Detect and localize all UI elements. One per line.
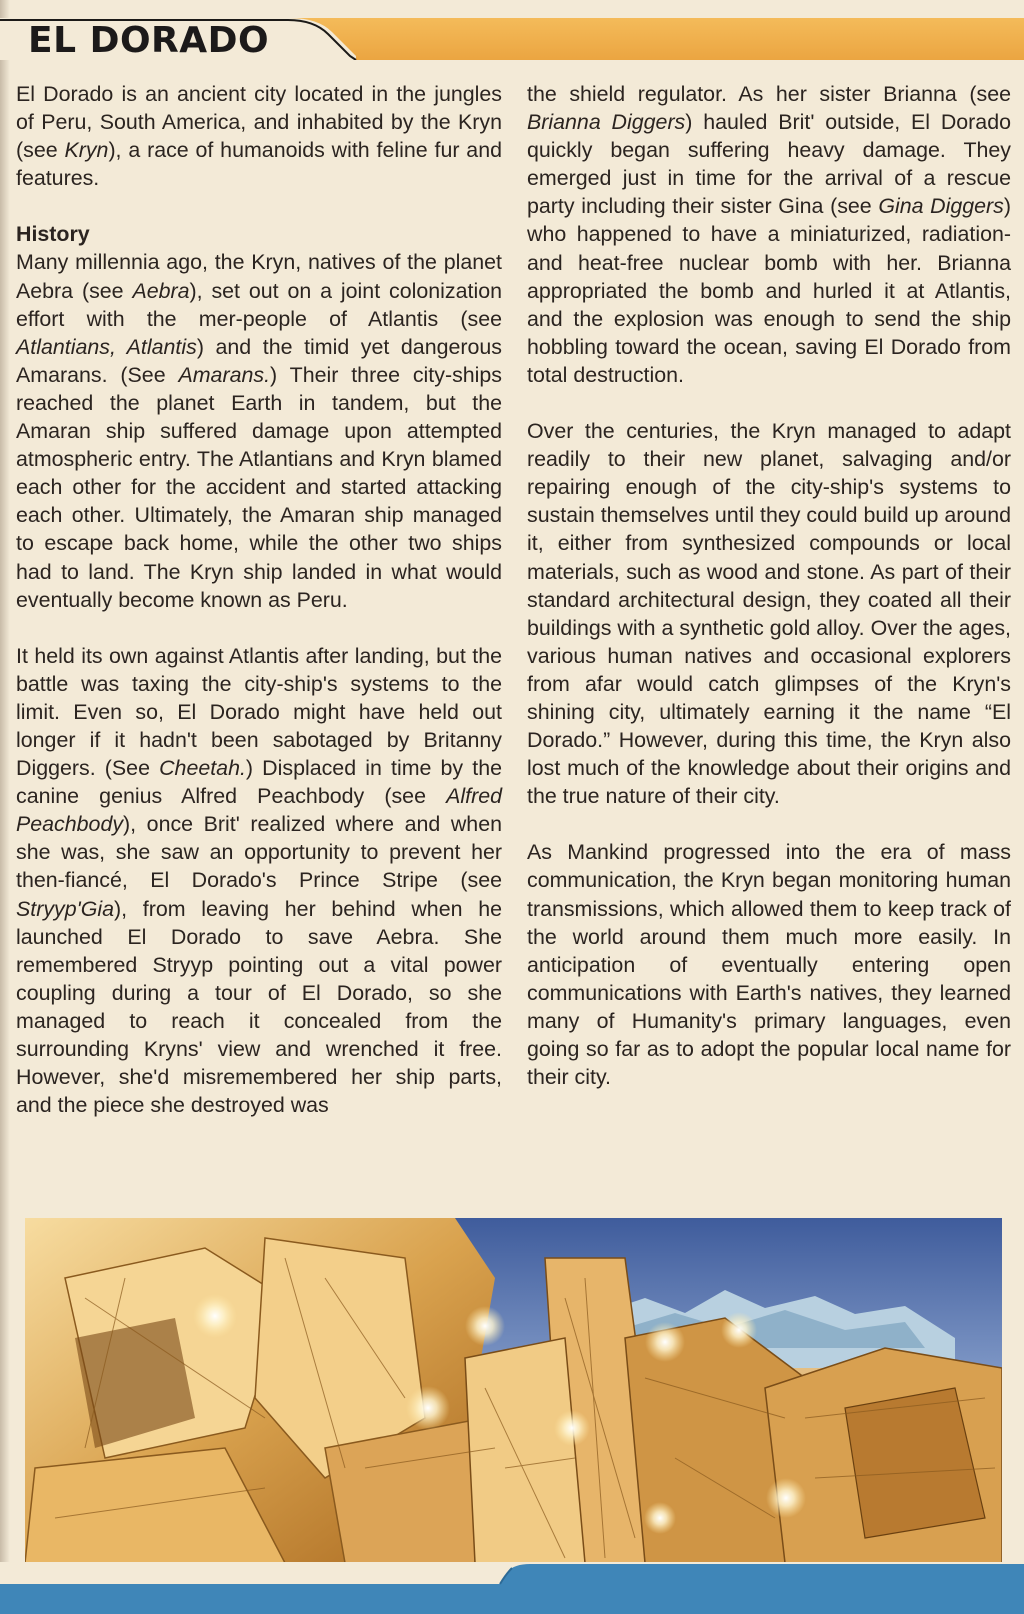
left-column	[16, 80, 502, 1119]
right-column	[527, 80, 1011, 1091]
cross-reference: Stryyp'Gia	[16, 896, 114, 921]
cross-reference: Aebra	[132, 278, 190, 303]
intro-paragraph: El Dorado is an ancient city located in the jungles of Peru, South America, and inhabited by the Kryn (see Kryn), a race of humanoids with feline fur and features.	[16, 82, 502, 191]
cross-reference: Alfred Peachbody	[16, 784, 502, 837]
cross-reference: Cheetah.	[159, 756, 246, 781]
page-edge-shadow	[0, 0, 10, 1614]
cross-reference: Brianna Diggers	[527, 110, 686, 135]
cross-reference: Kryn	[64, 138, 109, 163]
history-paragraph-2: It held its own against Atlantis after landing, but the battle was taxing the city-ship's systems to the limit. Even so, El Dorado might have held out longer if it hadn't been sabotaged by Britanny Diggers. (See Cheetah.) Displaced in time by the canine genius Alfred Peachbody (see Alfred Peachbody), once Brit' realized where and when she was, she saw an opportunity to prevent her then-fiancé, El Dorado's Prince Stripe (see Stryyp'Gia), from leaving her behind when he launched El Dorado to save Aebra. She remembered Stryyp pointing out a vital power coupling during a tour of El Dorado, so she managed to reach it concealed from the surrounding Kryns' view and wrenched it free. However, she'd misremembered her ship parts, and the piece she destroyed was	[16, 643, 502, 1118]
mankind-paragraph: As Mankind progressed into the era of mass communication, the Kryn began monitoring human transmissions, which allowed them to keep track of the world around them much more easily. In anticipation of eventually entering open communications with Earth's natives, they learned many of Humanity's primary languages, even going so far as to adopt the popular local name for their city.	[527, 840, 1011, 1090]
cross-reference: Atlantians, Atlantis	[16, 334, 197, 359]
history-paragraph-1: Many millennia ago, the Kryn, natives of the planet Aebra (see Aebra), set out on a joint colonization effort with the mer-people of Atlantis (see Atlantians, Atlantis) and the timid yet dangerous Amarans. (See Amarans.) Their three city-ships reached the planet Earth in tandem, but the Amaran ship suffered damage upon attempted atmospheric entry. The Atlantians and Kryn blamed each other for the accident and started attacking each other. Ultimately, the Amaran ship managed to escape back home, while the other two ships had to land. The Kryn ship landed in what would eventually become known as Peru.	[16, 250, 503, 612]
el-dorado-illustration	[25, 1218, 1002, 1563]
footer-bar	[0, 1562, 1024, 1614]
history-heading: History	[16, 222, 90, 247]
shield-regulator-paragraph: the shield regulator. As her sister Brianna (see Brianna Diggers) hauled Brit' outside, El Dorado quickly began suffering heavy damage. They emerged just in time for the arrival of a rescue party including their sister Gina (see Gina Diggers) who happened to have a miniaturized, radiation- and heat-free nuclear bomb with her. Brianna appropriated the bomb and hurled it at Atlantis, and the explosion was enough to send the ship hobbling toward the ocean, saving El Dorado from total destruction.	[527, 82, 1011, 387]
cross-reference: Amarans.	[178, 362, 271, 387]
centuries-paragraph: Over the centuries, the Kryn managed to adapt readily to their new planet, salvaging and/or repairing enough of the city-ship's systems to sustain themselves until they could build up around it, either from synthesized compounds or local materials, such as wood and stone. As part of their standard architectural design, they coated all their buildings with a synthetic gold alloy. Over the ages, various human natives and occasional explorers from afar would catch glimpses of the Kryn's shining city, ultimately earning it the name “El Dorado.” However, during this time, the Kryn also lost much of the knowledge about their origins and the true nature of their city.	[527, 419, 1011, 809]
cross-reference: Gina Diggers	[878, 194, 1004, 219]
page-title: EL DORADO	[28, 20, 270, 61]
